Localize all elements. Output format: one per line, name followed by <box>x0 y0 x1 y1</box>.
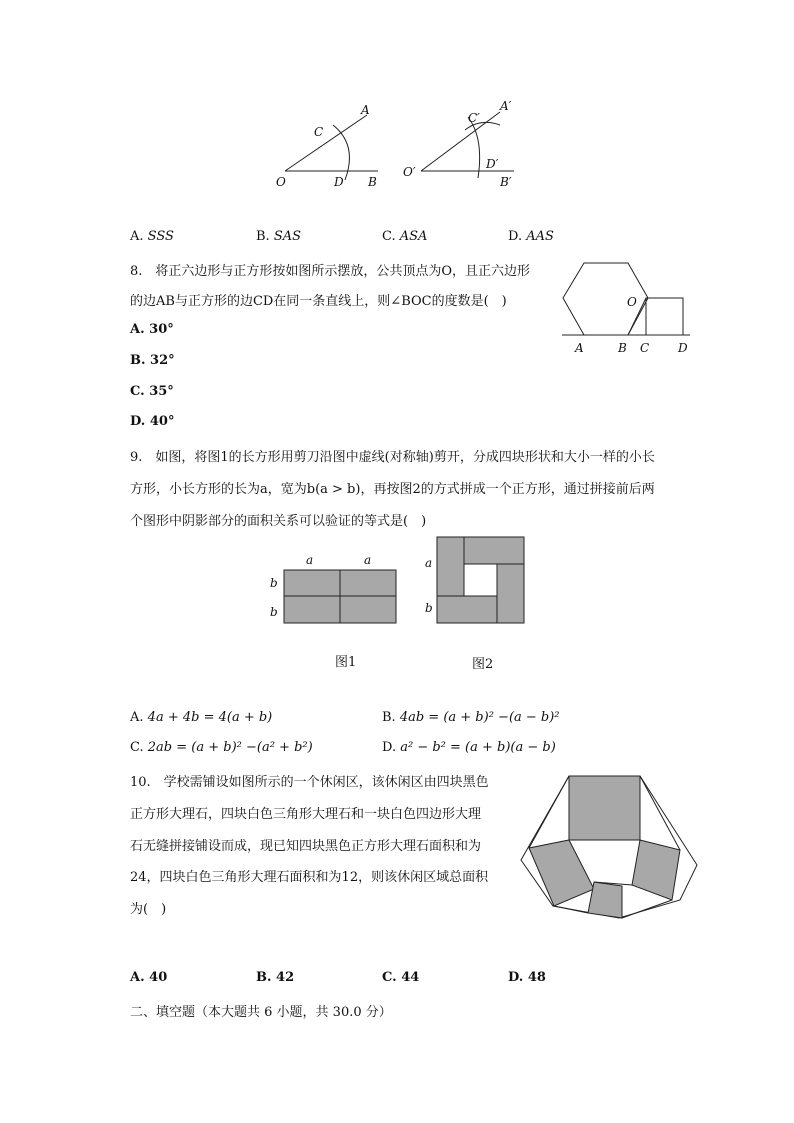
fig7-label-O2: O′ <box>403 165 416 179</box>
q9-option-d: D. a² − b² = (a + b)(a − b) <box>382 740 556 755</box>
q9-option-a: A. 4a + 4b = 4(a + b) <box>130 710 273 725</box>
q8-option-d: D. 40° <box>130 414 175 429</box>
q8-label-C: C <box>640 341 650 355</box>
q9-line-2: 方形，小长方形的长为a，宽为b(a > b)，再按图2的方式拼成一个正方形，通过拼接前后两 <box>130 482 655 497</box>
q10-line-1: 10. 学校需铺设如图所示的一个休闲区，该休闲区由四块黑色 <box>130 775 489 790</box>
fig1-caption: 图1 <box>335 655 357 670</box>
q7-option-c: C. ASA <box>382 229 428 244</box>
q10-line-3: 石无缝拼接铺设而成，现已知四块黑色正方形大理石面积和为 <box>130 839 482 854</box>
q7-option-b: B. SAS <box>256 229 302 244</box>
q7-option-a: A. SSS <box>130 229 174 244</box>
q9-line-1: 9. 如图，将图1的长方形用剪刀沿图中虚线(对称轴)剪开，分成四块形状和大小一样的小长 <box>130 450 655 465</box>
fig7-label-A2: A′ <box>500 99 512 113</box>
q10-line-2: 正方形大理石，四块白色三角形大理石和一块白色四边形大理 <box>130 807 482 822</box>
q10-line-4: 24，四块白色三角形大理石面积和为12，则该休闲区域总面积 <box>130 870 489 885</box>
q10-line-5: 为( ) <box>130 902 167 917</box>
q8-line-2: 的边AB与正方形的边CD在同一条直线上，则∠BOC的度数是( ) <box>130 294 507 309</box>
q8-label-D: D <box>678 341 688 355</box>
q8-label-O: O <box>627 295 637 309</box>
fig7-label-D: D <box>334 175 344 189</box>
fig1-label-a1: a <box>306 553 314 567</box>
q9-option-b: B. 4ab = (a + b)² −(a − b)² <box>382 710 560 725</box>
fig7-label-B2: B′ <box>500 175 512 189</box>
fig2-caption: 图2 <box>472 657 494 672</box>
q8-option-c: C. 35° <box>130 384 174 399</box>
fig7-label-O: O <box>276 175 286 189</box>
fig7-label-C: C <box>314 125 324 139</box>
q10-option-b: B. 42 <box>256 970 295 985</box>
fig2-label-b: b <box>425 601 433 615</box>
q10-option-d: D. 48 <box>508 970 546 985</box>
q7-option-d: D. AAS <box>508 229 554 244</box>
q9-option-c: C. 2ab = (a + b)² −(a² + b²) <box>130 740 313 755</box>
fig1-label-b2: b <box>270 605 278 619</box>
q10-option-c: C. 44 <box>382 970 420 985</box>
fig7-label-C2: C′ <box>468 111 480 125</box>
fig7-label-B: B <box>368 175 377 189</box>
fig7-label-A: A <box>361 103 370 117</box>
section-2-heading: 二、填空题（本大题共 6 小题，共 30.0 分） <box>130 1005 392 1020</box>
fig1-label-b1: b <box>270 576 278 590</box>
fig2-label-a: a <box>425 556 433 570</box>
q9-line-3: 个图形中阴影部分的面积关系可以验证的等式是( ) <box>130 514 427 529</box>
q8-option-a: A. 30° <box>130 322 174 337</box>
fig1-label-a2: a <box>364 553 372 567</box>
q10-option-a: A. 40 <box>130 970 168 985</box>
q8-line-1: 8. 将正六边形与正方形按如图所示摆放，公共顶点为O，且正六边形 <box>130 264 531 279</box>
q8-label-A: A <box>575 341 584 355</box>
q8-label-B: B <box>618 341 627 355</box>
fig7-label-D2: D′ <box>486 157 499 171</box>
q8-option-b: B. 32° <box>130 353 175 368</box>
